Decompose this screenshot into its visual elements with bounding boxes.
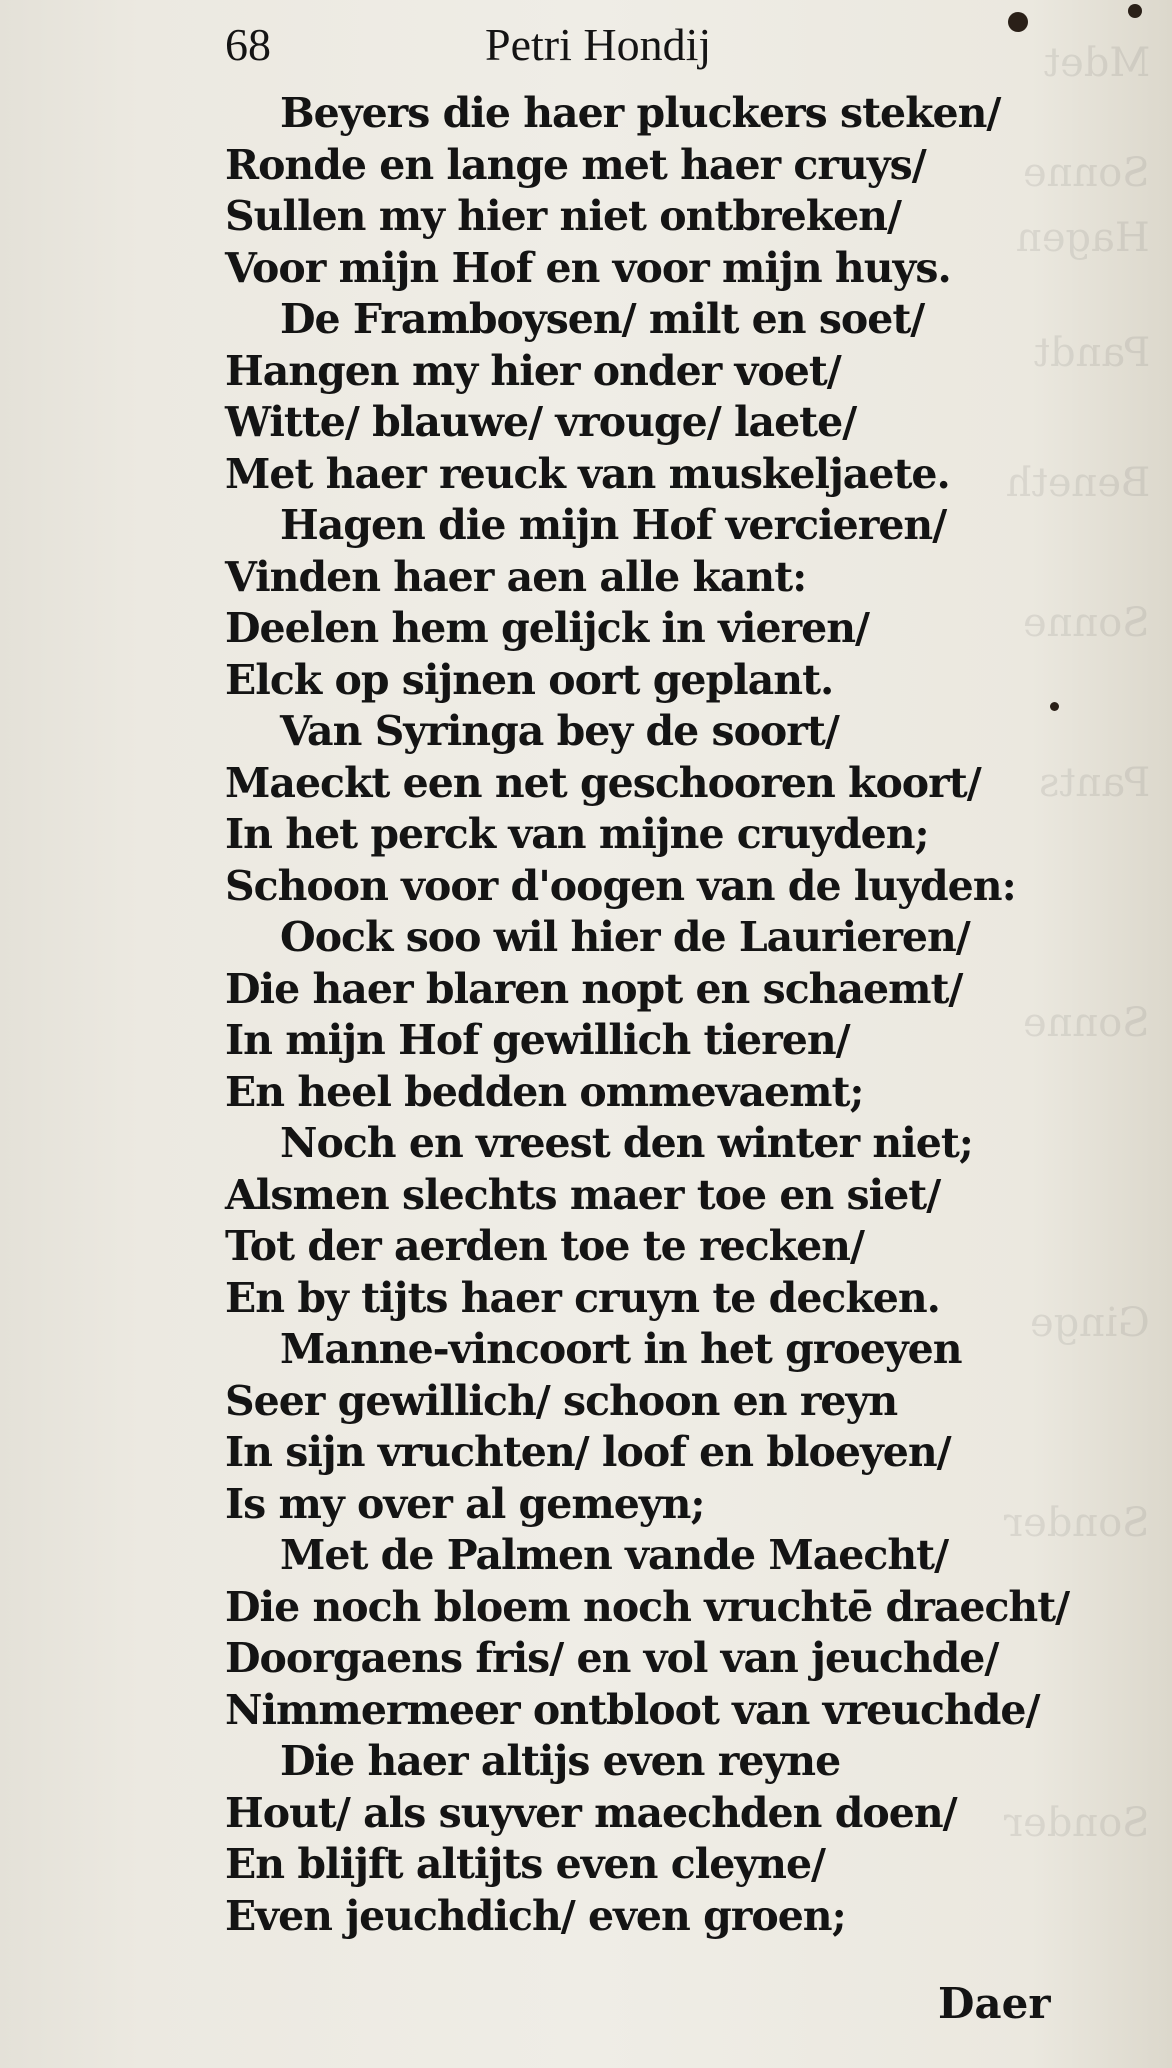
running-title: Petri Hondij — [485, 19, 712, 70]
verse-line: Met haer reuck van muskeljaete. — [225, 449, 950, 498]
verse-line: Doorgaens fris/ en vol van jeuchde/ — [225, 1634, 999, 1682]
verse-line: Oock soo wil hier de Laurieren/ — [280, 913, 970, 961]
catchword: Daer — [938, 1979, 1051, 2028]
verse-line: Hangen my hier onder voet/ — [225, 346, 841, 395]
verse-line: Seer gewillich/ schoon en reyn — [225, 1376, 898, 1425]
verse-line: Van Syringa bey de soort/ — [280, 707, 839, 755]
verse-line: Die haer blaren nopt en schaemt/ — [225, 964, 963, 1013]
verse-line: In sijn vruchten/ loof en bloeyen/ — [225, 1428, 951, 1476]
verse-line: Noch en vreest den winter niet; — [280, 1119, 973, 1167]
verse-line: Die noch bloem noch vruchtē draecht/ — [225, 1582, 1070, 1631]
verse-line: Ronde en lange met haer cruys/ — [225, 140, 926, 189]
page-header — [225, 10, 785, 80]
poem-verse — [225, 88, 1085, 1942]
verse-line: En heel bedden ommevaemt; — [225, 1067, 864, 1116]
verse-line: Hagen die mijn Hof vercieren/ — [280, 501, 947, 549]
verse-line: Die haer altijs even reyne — [280, 1737, 841, 1785]
verse-line: Elck op sijnen oort geplant. — [225, 655, 834, 704]
verse-line: Hout/ als suyver maechden doen/ — [225, 1788, 957, 1837]
verse-line: In mijn Hof gewillich tieren/ — [225, 1016, 850, 1064]
verse-line: Deelen hem gelijck in vieren/ — [225, 604, 870, 652]
verse-line: En blijft altijts even cleyne/ — [225, 1840, 826, 1888]
verse-line: Nimmermeer ontbloot van vreuchde/ — [225, 1685, 1040, 1734]
verse-line: Tot der aerden toe te recken/ — [225, 1222, 864, 1270]
verse-line: Witte/ blauwe/ vrouge/ laete/ — [225, 398, 857, 446]
verse-line: In het perck van mijne cruyden; — [225, 810, 929, 858]
verse-line: Is my over al gemeyn; — [225, 1479, 705, 1528]
verse-line: De Framboysen/ milt en soet/ — [280, 295, 925, 343]
show-through-text: Mdet Sonne Hagen Pandt Beneth Sonne Pants Sonne Ginge Sonder Sonder — [1004, 40, 1150, 1846]
verse-line: Alsmen slechts maer toe en siet/ — [225, 1170, 941, 1219]
verse-line: Vinden haer aen alle kant: — [225, 552, 807, 601]
verse-line: En by tijts haer cruyn te decken. — [225, 1273, 940, 1322]
ink-spot — [1008, 12, 1028, 32]
verse-line: Even jeuchdich/ even groen; — [225, 1891, 846, 1940]
verse-line: Schoon voor d'oogen van de luyden: — [225, 861, 1016, 910]
verse-line: Manne-vincoort in het groeyen — [280, 1325, 962, 1373]
verse-line: Maeckt een net geschooren koort/ — [225, 758, 981, 807]
page-number: 68 — [225, 19, 271, 70]
ink-spot — [1128, 4, 1142, 18]
verse-line: Voor mijn Hof en voor mijn huys. — [225, 243, 951, 292]
verse-line: Met de Palmen vande Maecht/ — [280, 1531, 949, 1579]
verse-line: Beyers die haer pluckers steken/ — [280, 89, 1001, 137]
verse-line: Sullen my hier niet ontbreken/ — [225, 192, 901, 240]
